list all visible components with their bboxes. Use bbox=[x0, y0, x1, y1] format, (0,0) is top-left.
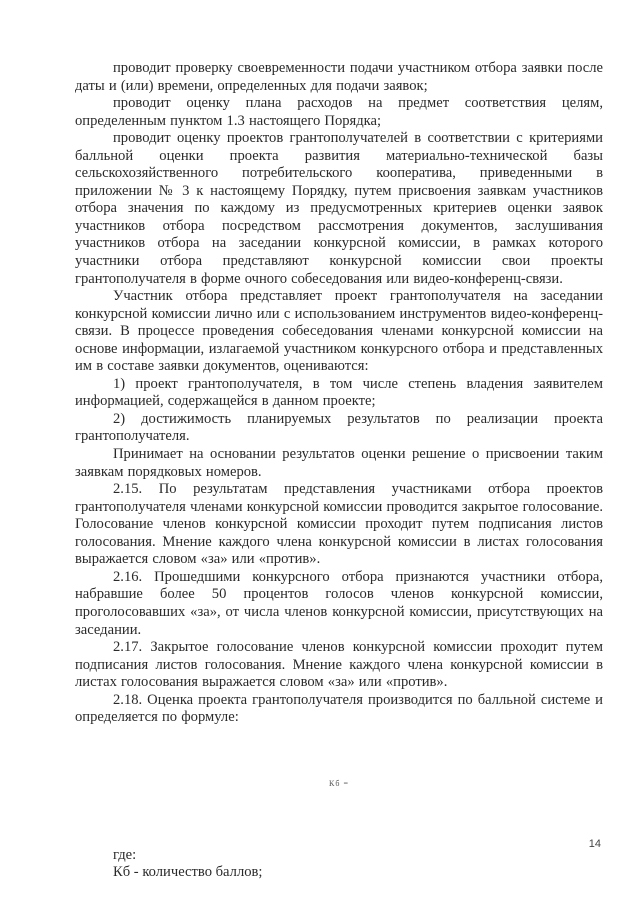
where-label: где: bbox=[113, 846, 137, 863]
paragraph-2-18: 2.18. Оценка проекта грантополучателя производится по балльной системе и определяется по формуле: bbox=[75, 691, 603, 726]
paragraph-2-15: 2.15. По результатам представления участниками отбора проектов грантополучателя членами конкурсной комиссии проводится закрытое голосование. Голосование членов конкурсной комиссии проходит путем подписания листов голосования. Мнение каждого члена конкурсной комиссии в листах голосования выражается словом «за» или «против». bbox=[75, 481, 603, 568]
definition-kb: Кб - количество баллов; bbox=[113, 864, 263, 881]
paragraph-criterion-2: 2) достижимость планируемых результатов по реализации проекта грантополучателя. bbox=[75, 410, 603, 445]
paragraph-check-deadline: проводит проверку своевременности подачи участником отбора заявки после даты и (или) времени, определенных для подачи заявок; bbox=[75, 60, 603, 94]
formula bbox=[75, 779, 603, 799]
paragraph-expense-plan: проводит оценку плана расходов на предмет соответствия целям, определенным пунктом 1.3 настоящего Порядка; bbox=[75, 95, 603, 129]
paragraph-ranking-decision: Принимает на основании результатов оценки решение о присвоении таким заявкам порядковых номеров. bbox=[75, 446, 603, 480]
paragraph-2-17: 2.17. Закрытое голосование членов конкурсной комиссии проходит путем подписания листов голосования. Мнение каждого члена конкурсной комиссии в листах голосования выражается словом «за» или «против». bbox=[75, 639, 603, 691]
page-number: 14 bbox=[588, 838, 601, 850]
paragraph-criterion-1: 1) проект грантополучателя, в том числе степень владения заявителем информацией, содержащейся в данном проекте; bbox=[75, 375, 603, 410]
paragraph-2-16: 2.16. Прошедшими конкурсного отбора признаются участники отбора, набравшие более 50 процентов голосов членов конкурсной комиссии, проголосовавших «за», от числа членов конкурсной комиссии, присутствующих на заседании. bbox=[75, 568, 603, 638]
paragraph-participant-presentation: Участник отбора представляет проект грантополучателя на заседании конкурсной комиссии лично или с использованием инструментов видео-конференц-связи. В процессе проведения собеседования членами конкурсной комиссии на основе информации, излагаемой участником конкурсного отбора и представленных им в составе заявки документов, оцениваются: bbox=[75, 288, 603, 375]
formula-text: Кб = bbox=[329, 778, 349, 788]
paragraph-project-evaluation: проводит оценку проектов грантополучателей в соответствии с критериями балльной оценки проекта развития материально-технической базы сельскохозяйственного потребительского кооператива, приведенными в приложении № 3 к настоящему Порядку, путем присвоения заявкам участников отбора значения по каждому из предусмотренных критериев оценки заявок участников отбора посредством рассмотрения документов, заслушивания участников отбора на заседании конкурсной комиссии, в рамках которого участники отбора представляют конкурсной комиссии свои проекты грантополучателя в форме очного собеседования или видео-конференц-связи. bbox=[75, 130, 603, 287]
